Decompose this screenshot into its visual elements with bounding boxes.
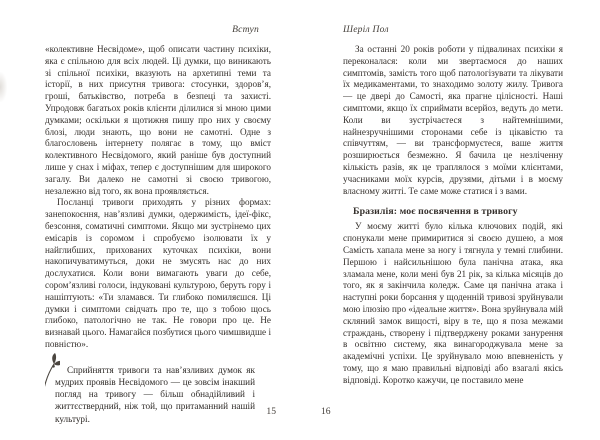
paragraph: «колективне Несвідоме», щоб описати частину психіки, яка є спільною для всіх людей. Ці думки, що виникають зі спільної психіки, вказують на архетипні теми та історії, в них присутня тривога: стосунки, здоров’я, гроші, батьківство, потреба в безпеці та захисті. Упродовж багатьох років клієнти ділилися зі мною цими думками; оскільки я щотижня пишу про них у своєму блозі, люди знають, що вони не самотні. Одне з благословень інтернету полягає в тому, що вміст колективного Несвідомого, який раніше був доступний лише у снах і міфах, тепер є доступнішим для широкого загалу. Ви далеко не самотні зі своєю тривогою, незалежно від того, як вона проявляється. <box>45 44 271 196</box>
pull-quote <box>55 364 255 425</box>
leaf-sprig-icon <box>45 352 60 426</box>
paragraph: Посланці тривоги приходять у різних формах: занепокоєння, нав’язливі думки, одержимість, ідеї-фікс, безсоння, соматичні симптоми. Якщо ми зустрінемо цих емісарів із соромом і спробуємо ізолювати їх у найглибших, прихованих куточках психіки, вони накопичуватимуться, доки не змусять нас до них дослухатися. Коли вони вимагають уваги до себе, сором’язливі голоси, індуковані культурою, беруть гору і нашіптують: «Ти зламався. Ти глибоко помиляєшся. Ці думки і симптоми свідчать про те, що з тобою щось глибоко, патологічно не так. Не говори про це. Не визнавай цього. Намагайся позбутися цього чимшвидше і повністю». <box>45 197 271 349</box>
running-head-author: Шеріл Пол <box>343 24 389 35</box>
pull-quote-text: Сприйняття тривоги та нав’язливих думок як мудрих проявів Несвідомого — це зовсім інакший погляд на тривогу — більш обнадійливий і життєствердний, ніж той, що притаманний нашій культурі. <box>55 364 255 424</box>
paragraph: У моєму житті було кілька ключових подій, які спонукали мене примиритися зі своєю душею, а моя Самість хапала мене за ногу і тягнула у темні глибини. Першою і найсильнішою була панічна атака, яка зламала мене, коли мені був 21 рік, за кілька місяців до того, як я закінчила коледж. Саме ця панічна атака і наступні роки борсання у щоденній тривозі зруйнували мою ілюзію про «ідеальне життя». Вона зруйнувала мій скляний замок вищості, віру в те, що я поза межами страждань, створену і підтверджену роками занурення в освітню систему, яка винагороджувала мене за академічні успіхи. Це зруйнувало мою впевненість у тому, що я маю правильні відповіді або взагалі якісь відповіді. Коротко кажучи, це поставило мене <box>343 221 563 385</box>
paragraph: За останні 20 років роботи у підвалинах психіки я переконалася: коли ми звертаємося до наших симптомів, замість того щоб патологізувати та лікувати їх медикаментами, то знаходимо золоту жилу. Тривога — це двері до Самості, яка прагне цілісності. Наші симптоми, якщо їх сприймати всерйоз, ведуть до мети. Коли ви зустрічаєтеся з найтемнішими, найнезручнішими сторонами себе із цікавістю та співчуттям, — ви трансформуєтеся, ваше життя розширюється безмежно. Я бачила це незліченну кількість разів, як це траплялося з моїми клієнтами, учасниками моїх курсів, друзями, дітьми і в моєму власному житті. Те саме може статися і з вами. <box>343 44 563 196</box>
page-number-right: 16 <box>321 406 331 417</box>
scan-artifact <box>0 72 7 102</box>
left-page-text <box>45 44 271 426</box>
running-head-chapter: Вступ <box>232 24 259 35</box>
section-heading: Бразилія: моє посвячення в тривогу <box>353 206 518 218</box>
right-page-text <box>343 44 563 416</box>
page-number-left: 15 <box>266 406 276 417</box>
